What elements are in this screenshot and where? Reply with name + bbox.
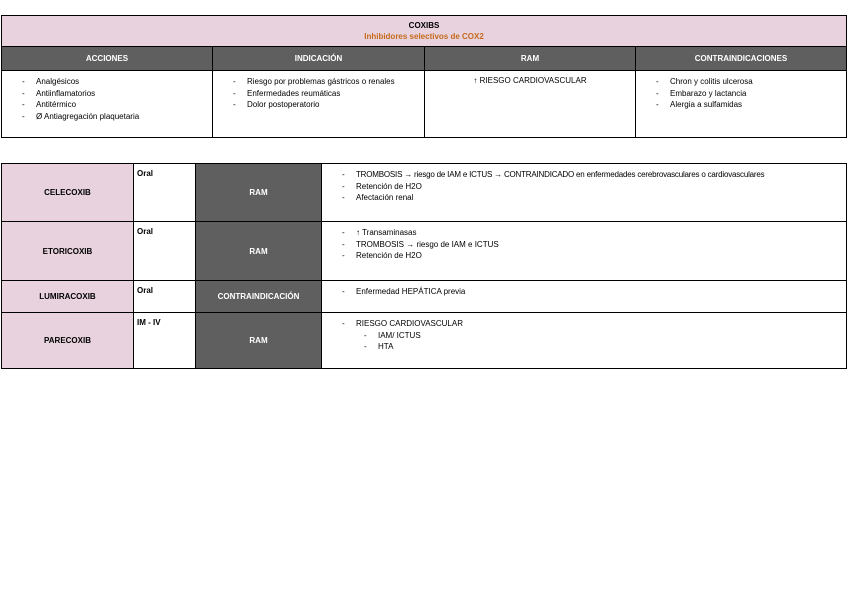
list-item: - Dolor postoperatorio (233, 99, 420, 111)
list-item: - Afectación renal (342, 192, 842, 204)
list-item: - TROMBOSIS → riesgo de IAM e ICTUS (342, 239, 842, 251)
drug-name: PARECOXIB (2, 313, 134, 369)
ram-text: ↑ RIESGO CARDIOVASCULAR (473, 76, 587, 85)
drug-route: Oral (134, 281, 196, 313)
drug-label: RAM (196, 313, 322, 369)
drug-detail (322, 281, 847, 313)
table-title: COXIBS (408, 21, 440, 30)
list-item: - Enfermedad HEPÁTICA previa (342, 286, 842, 298)
header-acciones: ACCIONES (2, 47, 213, 71)
indicacion-cell (213, 71, 425, 138)
list-item: - Antitérmico (22, 99, 208, 111)
table-subtitle: Inhibidores selectivos de COX2 (364, 32, 484, 41)
list-item: - RIESGO CARDIOVASCULAR (342, 318, 842, 330)
list-item: - ↑ Transaminasas (342, 227, 842, 239)
coxibs-drugs-table (1, 163, 847, 369)
sub-list-item: - HTA (364, 341, 842, 353)
table-row (2, 281, 847, 313)
list-item: - Riesgo por problemas gástricos o renales (233, 76, 420, 88)
drug-name: LUMIRACOXIB (2, 281, 134, 313)
list-item: - Ø Antiagregación plaquetaria (22, 111, 208, 123)
drug-detail (322, 164, 847, 222)
header-contraindicaciones: CONTRAINDICACIONES (636, 47, 847, 71)
drug-route: IM - IV (134, 313, 196, 369)
drug-name: ETORICOXIB (2, 222, 134, 281)
list-item: - Enfermedades reumáticas (233, 88, 420, 100)
contraindicaciones-list (656, 76, 842, 111)
list-item: - Chron y colitis ulcerosa (656, 76, 842, 88)
indicacion-list (233, 76, 420, 111)
sub-list (342, 330, 842, 353)
drug-detail (322, 222, 847, 281)
drug-label: RAM (196, 222, 322, 281)
list-item: - Retención de H2O (342, 181, 842, 193)
acciones-list (22, 76, 208, 122)
list-item: - Antiinflamatorios (22, 88, 208, 100)
acciones-cell (2, 71, 213, 138)
coxibs-overview-table (1, 15, 847, 138)
drug-name: CELECOXIB (2, 164, 134, 222)
table-row (2, 164, 847, 222)
drug-label: CONTRAINDICACIÓN (196, 281, 322, 313)
drug-detail (322, 313, 847, 369)
table-row (2, 313, 847, 369)
header-ram: RAM (425, 47, 636, 71)
list-item: - Alergia a sulfamidas (656, 99, 842, 111)
drug-route: Oral (134, 164, 196, 222)
list-item: - Analgésicos (22, 76, 208, 88)
contraindicaciones-cell (636, 71, 847, 138)
title-cell (2, 16, 847, 47)
drug-label: RAM (196, 164, 322, 222)
sub-list-item: - IAM/ ICTUS (364, 330, 842, 342)
table-row (2, 222, 847, 281)
drug-route: Oral (134, 222, 196, 281)
list-item: - Embarazo y lactancia (656, 88, 842, 100)
list-item: - TROMBOSIS → riesgo de IAM e ICTUS → CONTRAINDICADO en enfermedades cerebrovasculares o cardiovasculares (342, 169, 842, 181)
ram-cell (425, 71, 636, 138)
header-indicacion: INDICACIÓN (213, 47, 425, 71)
list-item: - Retención de H2O (342, 250, 842, 262)
